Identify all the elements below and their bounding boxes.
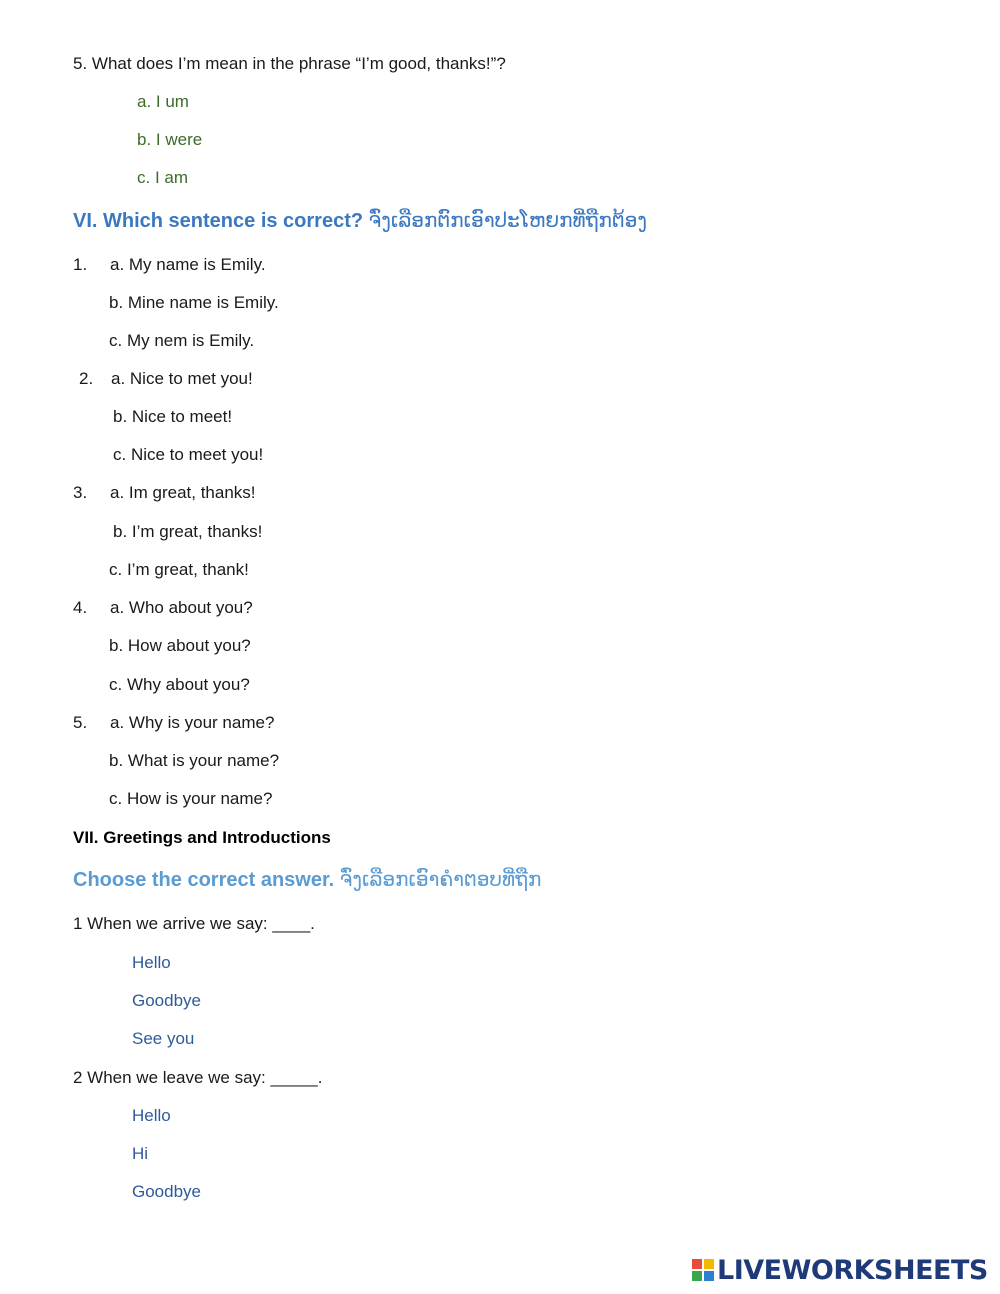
s6-item-5-option-a-label: a. Why is your name? bbox=[110, 713, 275, 732]
s6-item-1-option-b[interactable]: b. Mine name is Emily. bbox=[109, 293, 279, 312]
s6-item-3-option-a[interactable] bbox=[73, 483, 256, 503]
s6-item-4-number: 4. bbox=[73, 598, 88, 617]
s6-item-5-number: 5. bbox=[73, 713, 88, 732]
s7-question-2-text: 2 When we leave we say: _____. bbox=[73, 1068, 323, 1087]
s6-item-1-option-c[interactable]: c. My nem is Emily. bbox=[109, 331, 255, 350]
s6-item-2-option-b[interactable]: b. Nice to meet! bbox=[113, 407, 233, 426]
s6-item-5-option-a[interactable] bbox=[73, 713, 274, 733]
s6-item-1-option-a-label: a. My name is Emily. bbox=[110, 255, 266, 274]
s6-item-3-option-b[interactable]: b. I’m great, thanks! bbox=[113, 522, 263, 541]
s7-q2-option-3[interactable]: Goodbye bbox=[132, 1182, 201, 1201]
s6-item-5-option-b[interactable]: b. What is your name? bbox=[109, 751, 280, 770]
s6-item-4-option-a[interactable] bbox=[73, 598, 253, 618]
s6-item-2-option-c[interactable]: c. Nice to meet you! bbox=[113, 445, 264, 464]
section-6-heading bbox=[73, 208, 647, 234]
s6-item-3-number: 3. bbox=[73, 483, 88, 502]
s6-item-4-option-b[interactable]: b. How about you? bbox=[109, 636, 251, 655]
liveworksheets-logo bbox=[692, 1254, 988, 1286]
s6-item-5-option-c[interactable]: c. How is your name? bbox=[109, 789, 273, 808]
liveworksheets-logo-text: LIVEWORKSHEETS bbox=[717, 1254, 988, 1286]
s7-q2-option-2[interactable]: Hi bbox=[132, 1144, 149, 1163]
s7-q1-option-3[interactable]: See you bbox=[132, 1029, 195, 1048]
s7-q2-option-1[interactable]: Hello bbox=[132, 1106, 171, 1125]
section-6-title-lao: ຈົ່ງເລືອກຕົກເອົາປະໂຫຍກທີ່ຖືກຕ້ອງ bbox=[368, 210, 648, 232]
s6-item-4-option-c[interactable]: c. Why about you? bbox=[109, 675, 250, 694]
s6-item-2-number: 2. bbox=[79, 369, 94, 388]
section-7-subtitle: Choose the correct answer. bbox=[73, 869, 335, 891]
s6-item-1-option-a[interactable] bbox=[73, 255, 266, 275]
s7-q1-option-1[interactable]: Hello bbox=[132, 953, 171, 972]
q5-option-b[interactable]: b. I were bbox=[137, 130, 203, 149]
question-5-text: 5. What does I’m mean in the phrase “I’m good, thanks!”? bbox=[73, 54, 506, 73]
section-7-subheading bbox=[73, 867, 541, 893]
s6-item-1-number: 1. bbox=[73, 255, 88, 274]
s6-item-3-option-c[interactable]: c. I’m great, thank! bbox=[109, 560, 249, 579]
liveworksheets-logo-icon bbox=[692, 1259, 714, 1281]
q5-option-c[interactable]: c. I am bbox=[137, 168, 189, 187]
s7-question-1-text: 1 When we arrive we say: ____. bbox=[73, 914, 315, 933]
s6-item-2-option-a[interactable] bbox=[79, 369, 253, 389]
s6-item-3-option-a-label: a. Im great, thanks! bbox=[110, 483, 256, 502]
section-7-heading: VII. Greetings and Introductions bbox=[73, 828, 331, 847]
s7-q1-option-2[interactable]: Goodbye bbox=[132, 991, 201, 1010]
section-6-title: VI. Which sentence is correct? bbox=[73, 210, 364, 232]
s6-item-2-option-a-label: a. Nice to met you! bbox=[111, 369, 253, 388]
s6-item-4-option-a-label: a. Who about you? bbox=[110, 598, 253, 617]
q5-option-a[interactable]: a. I um bbox=[137, 92, 189, 111]
section-7-subtitle-lao: ຈົ່ງເລືອກເອົາຄຳຕອບທີ່ຖືກ bbox=[339, 869, 542, 891]
